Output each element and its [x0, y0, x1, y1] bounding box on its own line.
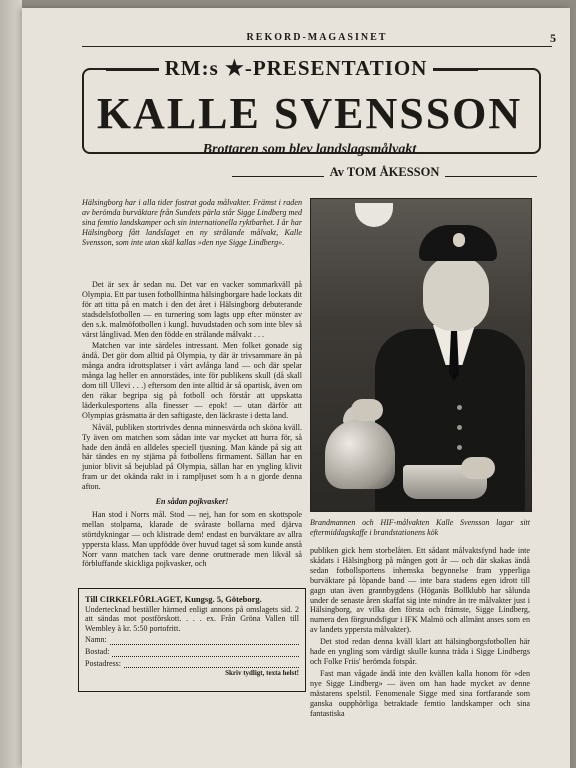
order-coupon: [78, 588, 306, 692]
byline: Av TOM ÅKESSON: [232, 165, 537, 180]
photo-caption: Brandmannen och HIF-målvakten Kalle Svensson lagar sitt eftermiddagskaffe i brandstationens kök: [310, 518, 530, 537]
paragraph: Fast man vågade ändå inte den kvällen kalla honom för »den nye Sigge Lindberg» — även om han hade mycket av denne mästarens spelstil. Fenomenale Sigge med sina fortfarande som ganska oupphörliga betraktade femtio landskamper och sina fantastiska: [310, 668, 530, 718]
paragraph: Det är sex år sedan nu. Det var en vacker sommarkväll på Olympia. Ett par tusen fotbollhintna hälsingborgare hade lockats dit för att titta på en match i den det året i Hälsingborg debuterande stadsdelsfotbollen — en turnering som lagts upp efter mönster av den s.k. malmöfotbollen i kungl. huvudstaden och som inte blev så värst långlivad. Men den födde en strålande målvakt . . .: [82, 280, 302, 339]
coupon-title: Till CIRKELFÖRLAGET, Kungsg. 5, Göteborg.: [85, 594, 262, 604]
article-subtitle: Brottaren som blev landslagsmålvakt: [202, 142, 417, 157]
subheading: En sådan pojkvasker!: [155, 497, 229, 507]
post-address-field[interactable]: Postadress:: [85, 659, 299, 669]
kettle-shape: [325, 419, 395, 489]
coupon-note: Skriv tydligt, texta helst!: [225, 669, 299, 678]
name-field[interactable]: Namn:: [85, 635, 299, 645]
left-column: [82, 280, 302, 571]
running-header: [82, 30, 556, 47]
paragraph: Det stod redan denna kväll klart att hälsingborgsfotbollen här hade en yngling som värdigt skulle kunna träda i Sigge Lindbergs och Folke Friis' berömda fotspår.: [310, 637, 530, 666]
previous-page-edge: [0, 0, 22, 768]
magazine-name: REKORD-MAGASINET: [246, 32, 388, 43]
coupon-text: Undertecknad beställer härmed enligt annons på omslagets sid. 2 att sändas mot postförskott. . . . ex. Från Gröna Vallen till Wembley à kr. 5:50 portofritt.: [85, 604, 299, 633]
lead-paragraph: Hälsingborg har i alla tider fostrat goda målvakter. Främst i raden av berömda burväktare från Sundets pärla står Sigge Lindberg med sina femtio landskamper och sin internationella ryktbarhet. I år har Hälsingborg fått landslaget en ny strålande målvakt, Kalle Svensson, som inte utan skäl kallas »den nye Sigge Lindberg».: [82, 198, 302, 247]
paragraph: publiken gick hem storbelåten. Ett sådant målvaktsfynd hade inte skådats i Hälsingborg på mången gott år — och där skakas ändå sedan fotbollsportens inhemska begynnelse fram ypperliga burväktare på löpande band — inte bara stadens egen idrott till gagn utan även grannbygdens (Höganäs Bollklubb har sålunda under de senaste åren skaffat sig inte mindre än tre målvakter just i Hälsingborg, av vilka den första och främste, Sigge Lindberg, numera den förgrundsfigur i IFK Malmö och allmänt anses som en av landets yppersta målvakter).: [310, 546, 530, 635]
address-field[interactable]: Bostad:: [85, 647, 299, 657]
page-number: 5: [550, 31, 556, 45]
face-shape: [423, 255, 489, 331]
paragraph: Nåväl, publiken stortrivdes denna minnesvärda och sköna kväll. Ty även om matchen som sådan inte var mycket att hurra för, så hade den ändå en alldeles speciell tjusning. Man kände på sig att här tändes en ny stjärna på fotbollens firmament. Sällan har en junior blivit så bejublad på Olympia, sällan har en yngling klivit fram ur det okända rakt in i rampljuset som h a n gjorde denna afton.: [82, 422, 302, 492]
paragraph: Matchen var inte särdeles intressant. Men folket gonade sig ändå. Det gör dom alltid på Olympia, ty där är trivsammare än på många andra idrottsplatser i vårt avlånga land — och där spelar många lag heller en annorstädes, inte för publikens skull (då skall dom till Ullevi . . .) eftersom den inte alltid är så opartisk, även om den räkar begripa sig på fotboll och förstår att uppskatta läderkulesportens alla finesser — epok! — utan därför att Olympias gräsmatta är den saftigaste, den läckraste i detta land.: [82, 341, 302, 420]
article-title: KALLE SVENSSON: [96, 89, 523, 138]
right-column: [310, 546, 530, 720]
magazine-page: [22, 8, 570, 768]
badge-shape: [453, 233, 465, 247]
paragraph: Han stod i Norrs mål. Stod — nej, han for som en skottspole mellan stolparna, klarade de svåraste bollarna med djärva störtdykningar — och klistrade dem! endast en burväktare av allra yppersta klass. Man uppfödde över huvud taget så som kunde anstå Norr vann matchen tack vare denne oruttnerade men likväl så förbluffande skickliga pojkvasker, och: [82, 509, 302, 569]
portrait-photo: [310, 198, 532, 512]
series-title: RM:s ★-PRESENTATION: [22, 56, 570, 81]
